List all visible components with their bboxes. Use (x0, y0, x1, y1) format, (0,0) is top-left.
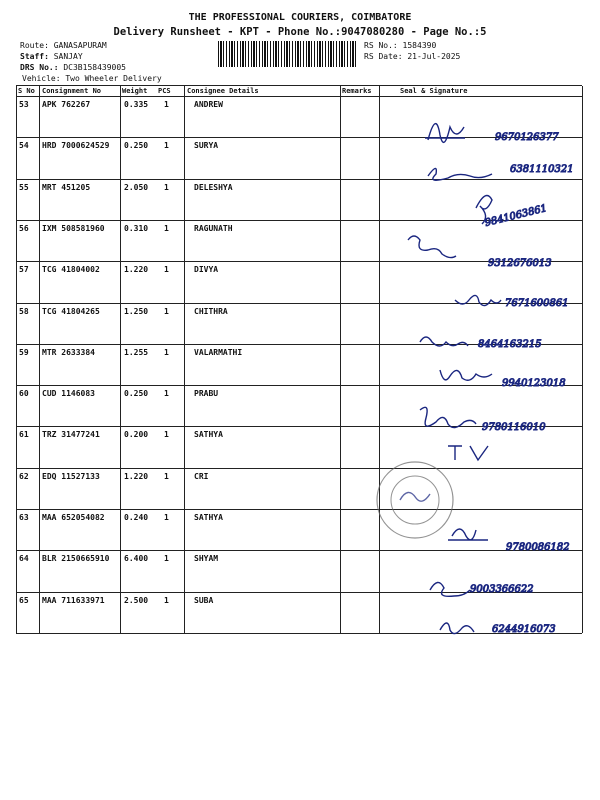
handwritten-phone: 9780116010 (482, 422, 546, 433)
signature-mark (448, 529, 488, 540)
row-consignee: SUBA (194, 595, 214, 605)
col-header-consignment: Consignment No (42, 87, 102, 95)
row-weight: 2.050 (124, 182, 149, 192)
vehicle-line: Vehicle: Two Wheeler Delivery (22, 74, 162, 83)
row-sno: 59 (19, 347, 29, 357)
signature-mark (428, 168, 492, 180)
row-consignment: APK 762267 (42, 100, 91, 109)
row-weight: 1.255 (124, 347, 149, 357)
row-pcs: 1 (164, 100, 169, 109)
handwritten-phone: 9670126377 (495, 132, 559, 143)
rs-date-value: 21-Jul-2025 (407, 52, 461, 61)
row-pcs: 1 (164, 306, 169, 316)
row-pcs: 1 (164, 182, 169, 192)
col-header-pcs: PCS (158, 87, 171, 95)
vehicle-value: Two Wheeler Delivery (65, 74, 162, 83)
row-consignment: MAA 652054082 (42, 513, 105, 522)
row-sno: 61 (19, 430, 29, 440)
row-pcs: 1 (164, 471, 169, 481)
handwritten-phone: 9841063861 (483, 203, 549, 230)
row-sno: 65 (19, 595, 29, 605)
row-consignee: ANDREW (194, 100, 223, 109)
handwritten-phone: 7671600861 (505, 298, 569, 309)
row-pcs: 1 (164, 430, 169, 440)
row-pcs: 1 (164, 595, 169, 605)
route-line: Route: GANASAPURAM (20, 41, 107, 50)
col-header-weight: Weight (122, 87, 148, 95)
document-subtitle: Delivery Runsheet - KPT - Phone No.:9047080280 - Page No.:5 (113, 26, 487, 38)
row-consignment: MTR 2633384 (42, 347, 95, 357)
handwritten-phone: 6244916073 (492, 624, 556, 635)
row-consignment: BLR 2150665910 (42, 554, 110, 564)
signature-mark (408, 236, 456, 258)
row-weight: 0.335 (124, 100, 149, 109)
staff-value: SANJAY (53, 52, 83, 61)
row-consignment: MRT 451205 (42, 182, 91, 192)
row-weight: 0.250 (124, 389, 149, 399)
row-sno: 57 (19, 265, 29, 275)
handwritten-phone: 9003366622 (470, 584, 534, 595)
row-sno: 62 (19, 471, 29, 481)
company-stamp (377, 462, 453, 538)
row-weight: 0.240 (124, 513, 149, 522)
row-pcs: 1 (164, 265, 169, 275)
rs-date-line: RS Date: 21-Jul-2025 (364, 52, 461, 61)
row-consignee: SURYA (194, 141, 219, 151)
signature-mark (420, 407, 476, 427)
row-consignment: TCG 41804002 (42, 265, 100, 275)
rs-no-value: 1584390 (402, 41, 437, 50)
row-consignee: SHYAM (194, 554, 219, 564)
route-value: GANASAPURAM (53, 41, 107, 50)
row-consignment: CUD 1146083 (42, 389, 95, 399)
row-consignment: MAA 711633971 (42, 595, 105, 605)
signature-mark (440, 623, 474, 634)
drs-line: DRS No.: DC3B158439005 (20, 63, 126, 72)
row-pcs: 1 (164, 513, 169, 522)
row-sno: 58 (19, 306, 29, 316)
row-weight: 2.500 (124, 595, 149, 605)
row-weight: 0.200 (124, 430, 149, 440)
handwritten-phone: 6381110321 (510, 164, 574, 175)
staff-line: Staff: SANJAY (20, 52, 83, 61)
row-pcs: 1 (164, 223, 169, 233)
row-consignee: RAGUNATH (194, 223, 233, 233)
signature-mark (440, 370, 492, 380)
row-sno: 54 (19, 141, 29, 151)
row-consignee: DELESHYA (194, 182, 233, 192)
col-header-remarks: Remarks (342, 87, 372, 95)
col-header-consignee: Consignee Details (187, 87, 259, 95)
row-consignment: TRZ 31477241 (42, 430, 100, 440)
signature-mark (455, 295, 501, 305)
row-pcs: 1 (164, 554, 169, 564)
handwritten-phone: 8464163215 (478, 339, 542, 350)
row-weight: 1.250 (124, 306, 149, 316)
document-title: THE PROFESSIONAL COURIERS, COIMBATORE (188, 12, 412, 23)
row-pcs: 1 (164, 389, 169, 399)
handwritten-phone: 9780086182 (506, 542, 570, 553)
row-consignment: IXM 508581960 (42, 223, 105, 233)
signature-mark (430, 582, 470, 596)
row-consignee: CRI (194, 471, 209, 481)
row-sno: 56 (19, 223, 29, 233)
row-weight: 1.220 (124, 471, 149, 481)
row-consignment: TCG 41804265 (42, 306, 100, 316)
row-pcs: 1 (164, 141, 169, 151)
row-weight: 1.220 (124, 265, 149, 275)
signature-mark (425, 124, 465, 143)
row-pcs: 1 (164, 347, 169, 357)
row-consignee: CHITHRA (194, 306, 228, 316)
row-consignment: EDQ 11527133 (42, 471, 100, 481)
signature-mark (448, 446, 488, 460)
row-consignee: VALARMATHI (194, 347, 243, 357)
row-sno: 60 (19, 389, 29, 399)
signature-mark (420, 337, 468, 346)
row-consignee: SATHYA (194, 430, 223, 440)
row-consignee: DIVYA (194, 265, 219, 275)
row-sno: 53 (19, 100, 29, 109)
row-weight: 0.250 (124, 141, 149, 151)
row-consignee: SATHYA (194, 513, 223, 522)
row-consignee: PRABU (194, 389, 219, 399)
handwritten-phone: 9940123018 (502, 378, 566, 389)
row-weight: 6.400 (124, 554, 149, 564)
rs-no-line: RS No.: 1584390 (364, 41, 437, 50)
row-sno: 63 (19, 513, 29, 522)
row-weight: 0.310 (124, 223, 149, 233)
col-header-sno: S No (18, 87, 35, 95)
drs-value: DC3B158439005 (63, 63, 126, 72)
row-consignment: HRD 7000624529 (42, 141, 110, 151)
row-sno: 64 (19, 554, 29, 564)
row-sno: 55 (19, 182, 29, 192)
handwritten-phone: 9312676013 (488, 258, 552, 269)
col-header-seal: Seal & Signature (400, 87, 468, 95)
